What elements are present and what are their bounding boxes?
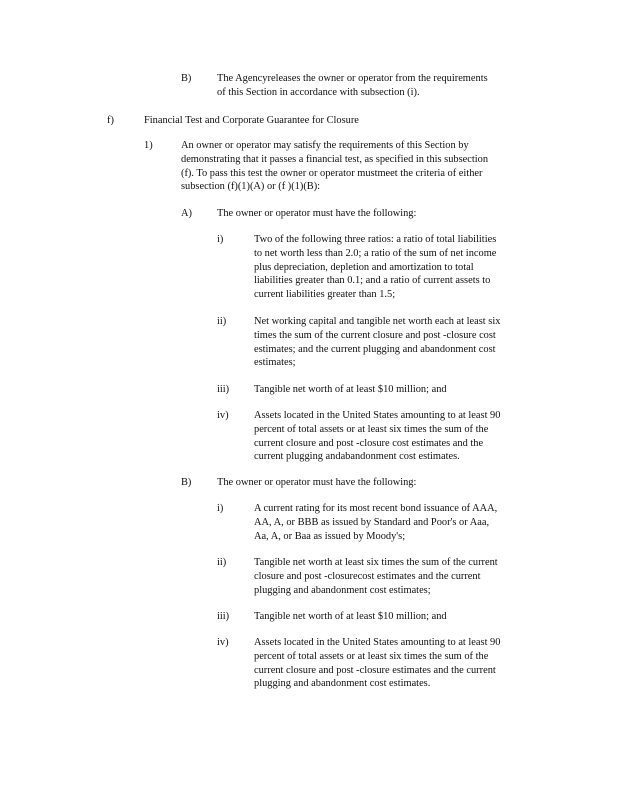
item-text xyxy=(254,610,514,624)
text-line: Assets located in the United States amounting to at least 90 xyxy=(254,410,501,421)
item-marker: iii) xyxy=(217,384,230,395)
item-marker: 1) xyxy=(144,140,153,151)
text-line: An owner or operator may satisfy the requirements of this Section by xyxy=(181,140,469,151)
text-line: current liabilities greater than 1.5; xyxy=(254,289,396,301)
text-line: plus depreciation, depletion and amortization to total xyxy=(254,261,474,273)
item-text xyxy=(254,502,532,543)
text-line: AA, A, or BBB as issued by Standard and Poor's or Aaa, xyxy=(254,516,490,528)
item-marker: ii) xyxy=(217,316,227,327)
item-text xyxy=(144,114,404,128)
item-text xyxy=(254,636,538,691)
text-line: The owner or operator must have the following: xyxy=(217,208,417,219)
text-line: to net worth less than 2.0; a ratio of the sum of net income xyxy=(254,247,497,259)
text-line: liabilities greater than 0.1; and a ratio of current assets to xyxy=(254,275,491,287)
item-marker: iii) xyxy=(217,611,230,622)
text-line: plugging and abandonment cost estimates. xyxy=(254,678,431,690)
text-line: of this Section in accordance with subsection (i). xyxy=(217,86,420,98)
text-line: Assets located in the United States amounting to at least 90 xyxy=(254,637,501,648)
item-text xyxy=(254,383,514,397)
item-text xyxy=(181,139,532,194)
text-line: current closure and post -closure cost estimates and the xyxy=(254,437,484,449)
text-line: (f). To pass this test the owner or operator mustmeet the criteria of either xyxy=(181,167,483,179)
text-line: times the sum of the current closure and post -closure cost xyxy=(254,329,496,341)
item-text xyxy=(254,409,538,464)
item-text xyxy=(254,556,532,597)
item-text xyxy=(254,233,534,302)
text-line: estimates; xyxy=(254,357,296,369)
text-line: percent of total assets or at least six times the sum of the xyxy=(254,650,489,662)
item-marker: f) xyxy=(107,115,114,126)
item-text xyxy=(217,476,477,490)
item-marker: i) xyxy=(217,503,224,514)
item-marker: i) xyxy=(217,234,224,245)
text-line: current plugging andabandonment cost estimates. xyxy=(254,451,460,463)
text-line: plugging and abandonment cost estimates; xyxy=(254,584,431,596)
text-line: percent of total assets or at least six times the sum of the xyxy=(254,423,489,435)
item-marker: iv) xyxy=(217,410,229,421)
text-line: Tangible net worth at least six times the sum of the current xyxy=(254,557,498,568)
text-line: current closure and post -closure estimates and the current xyxy=(254,664,496,676)
text-line: Financial Test and Corporate Guarantee for Closure xyxy=(144,115,359,126)
text-line: subsection (f)(1)(A) or (f )(1)(B): xyxy=(181,181,321,193)
text-line: Two of the following three ratios: a ratio of total liabilities xyxy=(254,234,497,245)
item-marker: B) xyxy=(181,73,192,84)
text-line: Aa, A, or Baa as issued by Moody's; xyxy=(254,530,406,542)
text-line: estimates; and the current plugging and abandonment cost xyxy=(254,343,496,355)
item-text xyxy=(254,315,538,370)
text-line: demonstrating that it passes a financial test, as specified in this subsection xyxy=(181,153,489,165)
text-line: Tangible net worth of at least $10 million; and xyxy=(254,384,447,395)
item-marker: B) xyxy=(181,477,192,488)
text-line: The Agencyreleases the owner or operator from the requirements xyxy=(217,73,488,84)
item-marker: A) xyxy=(181,208,192,219)
text-line: A current rating for its most recent bond issuance of AAA, xyxy=(254,503,498,514)
text-line: Net working capital and tangible net worth each at least six xyxy=(254,316,501,327)
text-line: The owner or operator must have the following: xyxy=(217,477,417,488)
text-line: closure and post -closurecost estimates and the current xyxy=(254,570,481,582)
item-text xyxy=(217,72,521,100)
item-text xyxy=(217,207,477,221)
item-marker: iv) xyxy=(217,637,229,648)
item-marker: ii) xyxy=(217,557,227,568)
text-line: Tangible net worth of at least $10 million; and xyxy=(254,611,447,622)
